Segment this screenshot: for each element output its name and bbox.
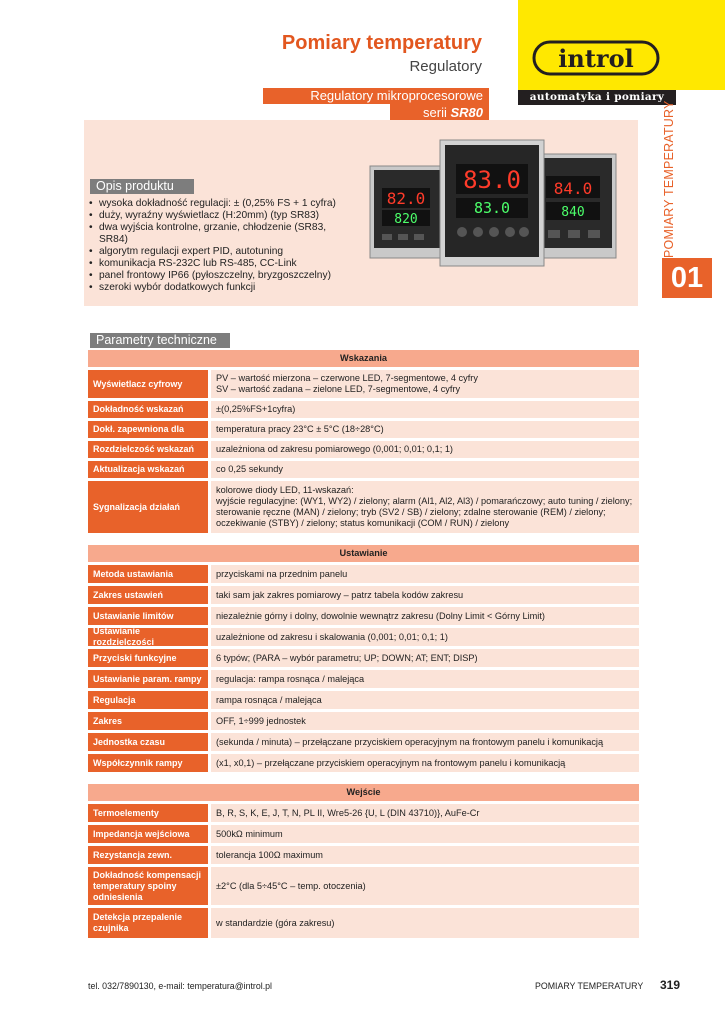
param-name: Zakres	[88, 712, 208, 730]
param-value: ±2°C (dla 5÷45°C – temp. otoczenia)	[211, 867, 639, 905]
table-row	[88, 628, 639, 646]
param-value: ±(0,25%FS+1cyfra)	[211, 401, 639, 418]
right-sv-display: 840	[561, 205, 585, 220]
left-pv-display: 82.0	[386, 189, 426, 208]
left-sv-display: 820	[394, 212, 418, 227]
table-row	[88, 421, 639, 438]
table-row	[88, 804, 639, 822]
param-name: Dokładność wskazań	[88, 401, 208, 418]
spec-table	[88, 350, 639, 941]
table-row	[88, 846, 639, 864]
table-row	[88, 733, 639, 751]
table-row	[88, 825, 639, 843]
series-prefix: serii	[423, 105, 451, 120]
svg-text:introl: introl	[558, 44, 634, 73]
product-banner: Regulatory mikroprocesorowe	[263, 88, 489, 104]
param-value: tolerancja 100Ω maximum	[211, 846, 639, 864]
section-title-wskazania: Wskazania	[88, 350, 639, 367]
param-name: Dokładność kompensacji temperatury spoiny odniesienia	[88, 867, 208, 905]
side-label-text: POMIARY TEMPERATURY	[662, 100, 676, 258]
description-heading: Opis produktu	[90, 179, 194, 194]
param-value: rampa rosnąca / malejąca	[211, 691, 639, 709]
table-row	[88, 586, 639, 604]
list-item: • szeroki wybór dodatkowych funkcji	[88, 282, 338, 294]
param-value: temperatura pracy 23°C ± 5°C (18÷28°C)	[211, 421, 639, 438]
table-row	[88, 370, 639, 398]
table-row	[88, 670, 639, 688]
right-pv-display: 84.0	[553, 179, 593, 198]
table-row	[88, 461, 639, 478]
table-row	[88, 607, 639, 625]
param-value: taki sam jak zakres pomiarowy – patrz tabela kodów zakresu	[211, 586, 639, 604]
params-heading: Parametry techniczne	[90, 333, 230, 348]
param-value: B, R, S, K, E, J, T, N, PL II, Wre5-26 {U, L (DIN 43710)}, AuFe-Cr	[211, 804, 639, 822]
param-value: regulacja: rampa rosnąca / malejąca	[211, 670, 639, 688]
center-sv-display: 83.0	[473, 199, 511, 217]
table-row	[88, 908, 639, 938]
param-value: uzależnione od zakresu i skalowania (0,001; 0,01; 0,1; 1)	[211, 628, 639, 646]
footer-section: POMIARY TEMPERATURY	[535, 981, 644, 991]
param-name: Ustawianie limitów	[88, 607, 208, 625]
param-name: Detekcja przepalenie czujnika	[88, 908, 208, 938]
table-row	[88, 481, 639, 533]
page-subtitle: Regulatory	[409, 58, 482, 75]
param-name: Ustawianie param. rampy	[88, 670, 208, 688]
param-name: Przyciski funkcyjne	[88, 649, 208, 667]
table-row	[88, 867, 639, 905]
param-name: Sygnalizacja działań	[88, 481, 208, 533]
table-row	[88, 565, 639, 583]
table-row	[88, 649, 639, 667]
table-row	[88, 754, 639, 772]
list-item: • dwa wyjścia kontrolne, grzanie, chłodzenie (SR83, SR84)	[88, 222, 338, 246]
controller-devices-image	[352, 134, 628, 274]
footer-contact: tel. 032/7890130, e-mail: temperatura@introl.pl	[88, 981, 272, 991]
param-name: Regulacja	[88, 691, 208, 709]
param-name: Termoelementy	[88, 804, 208, 822]
table-row	[88, 712, 639, 730]
center-pv-display: 83.0	[463, 166, 521, 194]
introl-logo	[532, 38, 660, 78]
controller-left	[370, 166, 448, 258]
param-name: Metoda ustawiania	[88, 565, 208, 583]
product-series-banner	[390, 104, 489, 121]
param-value: PV – wartość mierzona – czerwone LED, 7-segmentowe, 4 cyfry SV – wartość zadana – zielone LED, 7-segmentowe, 4 cyfry	[211, 370, 639, 398]
page-title: Pomiary temperatury	[281, 32, 482, 54]
param-value: przyciskami na przednim panelu	[211, 565, 639, 583]
table-row	[88, 441, 639, 458]
param-name: Dokł. zapewniona dla	[88, 421, 208, 438]
param-name: Impedancja wejściowa	[88, 825, 208, 843]
brand-tagline: automatyka i pomiary	[518, 90, 676, 105]
controller-center	[440, 140, 544, 266]
param-value: kolorowe diody LED, 11-wskazań: wyjście regulacyjne: (WY1, WY2) / zielony; alarm (Al1, Al2, Al3) / pomarańczowy; auto tuning / zielony; sterowanie ręczne (MAN) / zielony; tryb (SV2 / SB) / zielony; zdalne sterowanie (REM) / zielony; oczekiwanie (STBY) / zielony; status komunikacji (COM / RUN) / zielony	[211, 481, 639, 533]
controller-right	[534, 154, 616, 258]
section-title-ustawianie: Ustawianie	[88, 545, 639, 562]
table-row	[88, 401, 639, 418]
param-name: Ustawianie rozdzielczości	[88, 628, 208, 646]
param-name: Rezystancja zewn.	[88, 846, 208, 864]
side-section-label	[662, 100, 682, 258]
list-item: • komunikacja RS-232C lub RS-485, CC-Link	[88, 258, 338, 270]
param-value: co 0,25 sekundy	[211, 461, 639, 478]
param-value: 500kΩ minimum	[211, 825, 639, 843]
series-model: SR80	[450, 105, 483, 120]
param-value: uzależniona od zakresu pomiarowego (0,001; 0,01; 0,1; 1)	[211, 441, 639, 458]
param-name: Rozdzielczość wskazań	[88, 441, 208, 458]
param-value: OFF, 1÷999 jednostek	[211, 712, 639, 730]
param-name: Współczynnik rampy	[88, 754, 208, 772]
list-item: • panel frontowy IP66 (pyłoszczelny, bryzgoszczelny)	[88, 270, 338, 282]
param-name: Aktualizacja wskazań	[88, 461, 208, 478]
list-item: • wysoka dokładność regulacji: ± (0,25% FS + 1 cyfra)	[88, 198, 338, 210]
param-value: (x1, x0,1) – przełączane przyciskiem operacyjnym na frontowym panelu i komunikacją	[211, 754, 639, 772]
param-value: 6 typów; (PARA – wybór parametru; UP; DOWN; AT; ENT; DISP)	[211, 649, 639, 667]
param-value: (sekunda / minuta) – przełączane przyciskiem operacyjnym na frontowym panelu i komunikacją	[211, 733, 639, 751]
param-name: Jednostka czasu	[88, 733, 208, 751]
table-row	[88, 691, 639, 709]
param-name: Zakres ustawień	[88, 586, 208, 604]
page-number: 319	[660, 978, 681, 992]
feature-list	[88, 198, 338, 294]
list-item: • duży, wyraźny wyświetlacz (H:20mm) (typ SR83)	[88, 210, 338, 222]
param-value: niezależnie górny i dolny, dowolnie wewnątrz zakresu (Dolny Limit < Górny Limit)	[211, 607, 639, 625]
param-value: w standardzie (góra zakresu)	[211, 908, 639, 938]
list-item: • algorytm regulacji expert PID, autotuning	[88, 246, 338, 258]
section-number: 01	[662, 258, 712, 298]
param-name: Wyświetlacz cyfrowy	[88, 370, 208, 398]
section-title-wejscie: Wejście	[88, 784, 639, 801]
